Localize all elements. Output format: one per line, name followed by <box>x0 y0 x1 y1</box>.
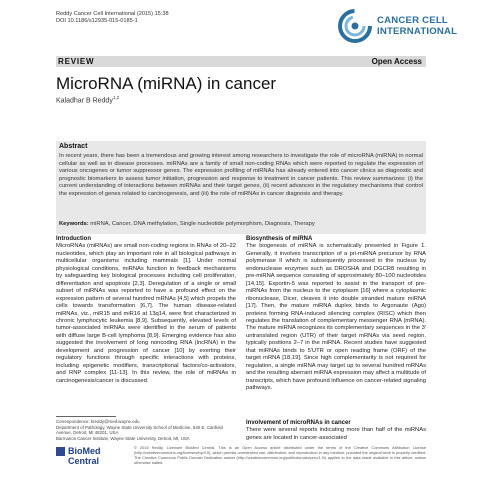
affiliation-1: Department of Pathology, Wayne State University School of Medicine, 540 E. Canfield Avenue, Detroit, MI 48201, USA <box>56 424 223 436</box>
section-heading-involvement: Involvement of microRNAs in cancer <box>246 420 351 426</box>
article-type: REVIEW <box>58 57 95 66</box>
abstract-box <box>56 141 426 234</box>
journal-logo-icon <box>337 8 373 44</box>
section-involvement <box>246 420 426 442</box>
keywords-list: miRNA, Cancer, DNA methylation, Single nucleotide polymorphism, Diagnosis, Therapy <box>90 221 315 227</box>
open-access-label: Open Access <box>371 57 422 66</box>
keywords-label: Keywords: <box>59 221 89 227</box>
column-left <box>56 236 236 385</box>
involvement-text: There were several reports indicating more than half of the miRNAs genes are located in cancer-associated <box>246 427 426 441</box>
affiliation-2: Barmanos Cancer Institute, Wayne State University, Detroit, MI, USA <box>56 435 190 441</box>
keywords <box>59 221 423 227</box>
column-right <box>246 236 426 393</box>
journal-logo <box>337 6 458 46</box>
abstract-text: In recent years, there has been a tremendous and growing interest among researchers to investigate the role of microRNA (miRNA) in normal cellular as well as in disease processes. miRNAs are a family of small non-coding RNAs which were reported to regulate the expression of various oncogenes or tumor suppressor genes. The expression profiling of miRNAs has already entered into cancer clinics as diagnostic and prognostic biomarkers to assess tumor initiation, progression and response to treatment in cancer patients. This review summarizes: (i) the current understanding of interactions between miRNAs and their target genes, (ii) recent advances in the regulatory mechanisms that control the expression of genes related to carcinogenesis, and (iii) the role of miRNAs in cancer diagnosis and therapy. <box>59 153 423 197</box>
correspondence: Correspondence: kreddy@med.wayne.edu <box>56 419 140 424</box>
license-text: © 2015 Reddy. Licensee BioMed Central. This is an Open Access article distributed under the terms of the Creative Commons Attribution License (http://creativecommons.org/licenses/by/4.0), which permits unrestricted use, distribution, and reproduction in any medium, provided the original work is properly credited. The Creative Commons Public Domain Dedication waiver (http://creativecommons.org/publicdomain/zero/1.0/) applies to the data made available in this article, unless otherwise stated. <box>134 445 426 465</box>
journal-logo-text <box>377 15 457 37</box>
footnotes <box>56 419 236 441</box>
section-heading-introduction: Introduction <box>56 236 91 242</box>
abstract-heading: Abstract <box>59 143 88 150</box>
biosynthesis-text: The biogenesis of miRNA is schematically presented in Figure 1. Generally, it involves transcription of a pri-miRNA precursor by RNA polymerase II which is subsequently processed in the nucleus by endonuclease enzymes such as DROSHA and DGCR8 resulting in pre-miRNA sequence consisting of approximately 80–100 nucleotides [14,15]. Exportin-5 was reported to assist in the transport of pre-miRNAs from the nucleus to the cytoplasm [16] where a cytoplasmic ribonuclease, Dicer, cleaves it into double stranded mature miRNA [17]. Then, the mature miRNA duplex binds to Argonaute (Ago) proteins forming RNA-induced silencing complex (RISC) which then regulates the translation of complementary messenger RNA (mRNA). The mature miRNA recognizes its complementary sequences in the 3' untranslated region (UTR) of their target mRNAs via seed region, typically positions 2–7 in the miRNA. Recent studies have suggested that miRNAs binds to 5'UTR or open reading frame (ORF) of the target mRNA [18,19]. Since high complementarity is not required for regulation, a single miRNA may target up to several hundred mRNAs and the resulting aberrant miRNA expression may affect a multitude of transcripts, which have profound influence on cancer-related signaling pathways. <box>246 243 427 392</box>
article-type-banner <box>56 56 426 67</box>
doi: DOI 10.1186/s12935-015-0185-1 <box>56 18 138 24</box>
journal-header <box>56 11 169 25</box>
author-line <box>56 95 119 104</box>
publisher-name: BioMed Central <box>68 446 101 466</box>
citation: Reddy Cancer Cell International (2015) 15:38 <box>56 11 169 17</box>
logo-line-1: CANCER CELL <box>377 15 448 26</box>
introduction-text: MicroRNAs (miRNAs) are small non-coding regions in RNAs of 20–22 nucleotides, which play an important role in all biological pathways in multicellular organisms including mammals [1]. Under normal physiological conditions, miRNAs function in feedback mechanisms by safeguarding key biological processes including cell proliferation, differentiation and apoptosis [2,3]. Deregulation of a single or small subset of miRNAs was reported to have a profound effect on the expression pattern of several hundred mRNAs [4,5] which propels the cells towards transformation [6,7]. The human disease-related miRNAs, viz., miR15 and miR16 at 13q14, were first characterized in chronic lymphocytic leukemia [8,9]. Subsequently, elevated levels of tumor-associated miRNAs were identified in the serum of patients with diffuse large B-cell lymphoma [8,9]. Emerging evidence has also suggested the involvement of long noncoding RNA (lncRNA) in the development and progression of cancer [10] by exerting their regulatory functions through specific interactions with proteins, including epigenetic modifiers, transcriptional factors/co-activators, and RNP complex [11-13]. In this review, the role of miRNAs in carcinogenesis/cancer is discussed. <box>56 243 236 384</box>
logo-line-2: INTERNATIONAL <box>377 26 458 37</box>
section-heading-biosynthesis: Biosynthesis of miRNA <box>246 236 313 242</box>
author-name: Kaladhar B Reddy <box>56 97 113 105</box>
publisher-logo <box>56 446 126 466</box>
publisher-logo-icon <box>56 447 65 456</box>
article-title: MicroRNA (miRNA) in cancer <box>56 74 277 93</box>
author-affiliation-marks: 1,2 <box>112 95 120 100</box>
footnote-divider <box>56 416 116 417</box>
